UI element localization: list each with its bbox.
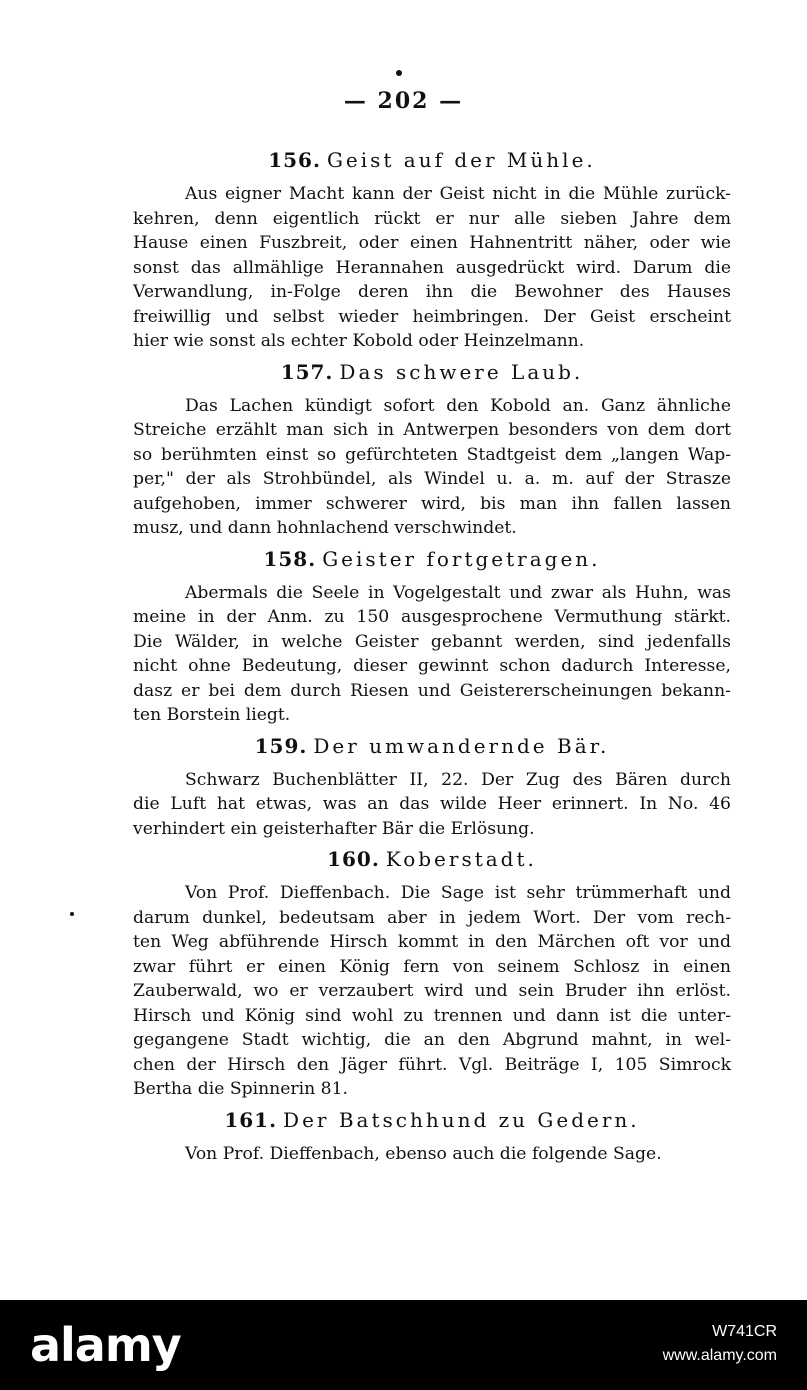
text-line: Hause einen Fuszbreit, oder einen Hahnentritt näher, oder wie (133, 233, 731, 253)
page-body (133, 146, 731, 1170)
text-line: Schwarz Buchenblätter II, 22. Der Zug des Bären durch (185, 769, 731, 790)
section (133, 732, 731, 842)
text-line: die Luft hat etwas, was an das wilde Heer erinnert. In No. 46 (133, 794, 731, 814)
section-number: 161. (224, 1107, 278, 1132)
section-title: Der Batschhund zu Gedern. (283, 1107, 640, 1132)
text-line: zwar führt er einen König fern von seinem Schlosz in einen (133, 956, 731, 977)
text-line: dasz er bei dem durch Riesen und Geistererscheinungen bekann- (133, 680, 731, 701)
text-line: aufgehoben, immer schwerer wird, bis man ihn fallen lassen (133, 493, 731, 514)
text-line: Aus eigner Macht kann der Geist nicht in die Mühle zurück- (185, 184, 731, 204)
section (133, 358, 731, 541)
section-text (133, 182, 731, 354)
section (133, 146, 731, 354)
text-line: sonst das allmählige Herannahen ausgedrückt wird. Darum die (133, 257, 731, 278)
section-text (133, 768, 731, 842)
text-line: Abermals die Seele in Vogelgestalt und zwar als Huhn, was (185, 582, 731, 603)
section-title: Geister fortgetragen. (322, 546, 601, 571)
text-line: nicht ohne Bedeutung, dieser gewinnt schon dadurch Interesse, (133, 656, 731, 676)
section-text (133, 881, 731, 1102)
section-number: 157. (280, 359, 334, 384)
text-line: Die Wälder, in welche Geister gebannt werden, sind jedenfalls (133, 631, 731, 652)
section-number: 158. (263, 546, 317, 571)
ink-speck (70, 912, 74, 916)
text-line: Hirsch und König sind wohl zu trennen und dann ist die unter- (133, 1005, 731, 1026)
section-title: Geist auf der Mühle. (326, 148, 596, 172)
section-heading (133, 358, 731, 386)
text-line: verhindert ein geisterhafter Bär die Erlösung. (133, 818, 535, 839)
ink-speck (396, 70, 402, 76)
section (133, 1106, 731, 1167)
text-line: ten Weg abführende Hirsch kommt in den Märchen oft vor und (133, 932, 731, 952)
text-line: chen der Hirsch den Jäger führt. Vgl. Beiträge I, 105 Simrock (133, 1054, 731, 1075)
section (133, 545, 731, 728)
text-line: Das Lachen kündigt sofort den Kobold an. Ganz ähnliche (185, 395, 731, 416)
section-heading (133, 732, 731, 760)
section-number: 159. (254, 733, 308, 758)
section-number: 156. (268, 148, 321, 172)
section-title: Der umwandernde Bär. (313, 733, 610, 758)
page-number: — 202 — (343, 88, 464, 114)
text-line: musz, und dann hohnlachend verschwindet. (133, 518, 517, 538)
text-line: darum dunkel, bedeutsam aber in jedem Wort. Der vom rech- (133, 907, 731, 928)
text-line: kehren, denn eigentlich rückt er nur alle sieben Jahre dem (133, 208, 731, 229)
section-heading (133, 845, 731, 873)
section-number: 160. (327, 847, 380, 871)
section (133, 845, 731, 1102)
text-line: freiwillig und selbst wieder heimbringen. Der Geist erscheint (133, 306, 731, 327)
watermark-logo: alamy (30, 1318, 181, 1372)
site-url: www.alamy.com (662, 1347, 777, 1364)
text-line: Verwandlung, in-Folge deren ihn die Bewohner des Hauses (133, 282, 731, 302)
watermark-meta (663, 1320, 777, 1368)
section-title: Das schwere Laub. (339, 359, 584, 384)
text-line: per," der als Strohbündel, als Windel u. a. m. auf der Strasze (133, 469, 731, 489)
text-line: ten Borstein liegt. (133, 705, 291, 725)
section-title: Koberstadt. (385, 847, 537, 871)
text-line: Streiche erzählt man sich in Antwerpen besonders von dem dort (133, 420, 731, 440)
section-heading (133, 1106, 731, 1134)
text-line: hier wie sonst als echter Kobold oder Heinzelmann. (133, 331, 585, 351)
text-line: meine in der Anm. zu 150 ausgesprochene Vermuthung stärkt. (133, 607, 731, 627)
image-id: W741CR (712, 1323, 777, 1340)
section-text (133, 581, 731, 728)
text-line: so berühmten einst so gefürchteten Stadtgeist dem „langen Wap- (133, 444, 731, 465)
text-line: gegangene Stadt wichtig, die an den Abgrund mahnt, in wel- (133, 1030, 731, 1050)
text-line: Zauberwald, wo er verzaubert wird und sein Bruder ihn erlöst. (133, 981, 731, 1001)
section-text (133, 394, 731, 541)
section-heading (133, 545, 731, 573)
text-line: Bertha die Spinnerin 81. (133, 1079, 349, 1099)
text-line: Von Prof. Dieffenbach, ebenso auch die folgende Sage. (185, 1143, 662, 1164)
text-line: Von Prof. Dieffenbach. Die Sage ist sehr trümmerhaft und (185, 883, 731, 903)
section-heading (133, 146, 731, 174)
section-text (133, 1142, 731, 1167)
